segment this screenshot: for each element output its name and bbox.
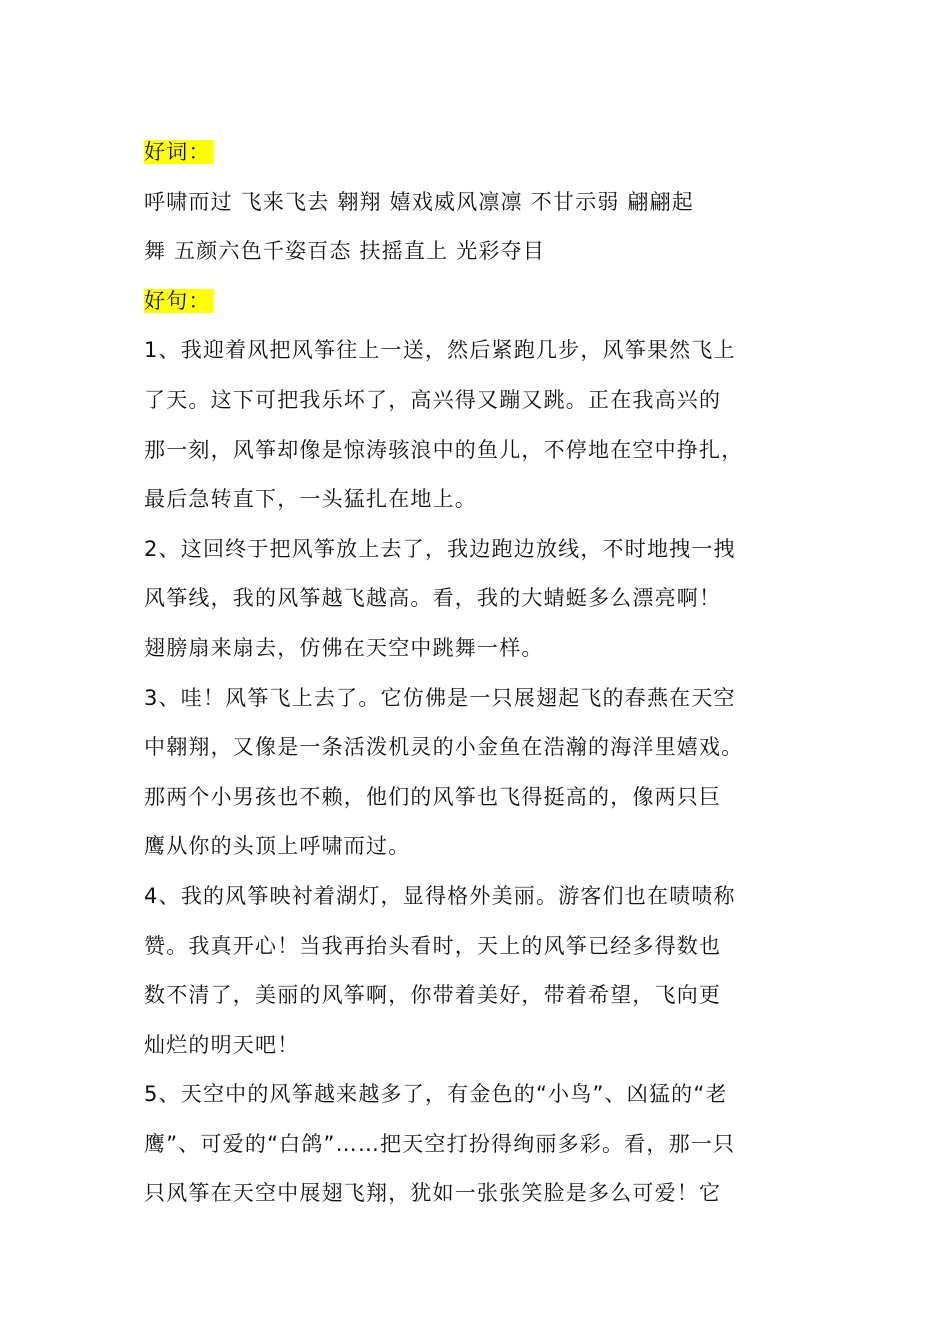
words-line: 舞 五颜六色千姿百态 扶摇直上 光彩夺目 (144, 239, 546, 264)
sentence-line: 只风筝在天空中展翅飞翔，犹如一张张笑脸是多么可爱！它 (144, 1181, 722, 1206)
sentence-line: 最后急转直下，一头猛扎在地上。 (144, 487, 477, 512)
sentence-line: 赞。我真开心！当我再抬头看时，天上的风筝已经多得数也 (144, 933, 722, 958)
sentence-line: 4、我的风筝映衬着湖灯，显得格外美丽。游客们也在啧啧称 (144, 883, 736, 908)
words-line: 呼啸而过 飞来飞去 翱翔 嬉戏威风凛凛 不甘示弱 翩翩起 (144, 189, 694, 214)
heading-sentences: 好句： (144, 288, 211, 313)
sentence-line: 风筝线，我的风筝越飞越高。看，我的大蜻蜓多么漂亮啊！ (144, 586, 722, 611)
sentence-line: 了天。这下可把我乐坏了，高兴得又蹦又跳。正在我高兴的 (144, 387, 722, 412)
sentence-line: 翅膀扇来扇去，仿佛在天空中跳舞一样。 (144, 635, 544, 660)
sentence-line: 鹰从你的头顶上呼啸而过。 (144, 834, 411, 859)
sentence-line: 3、哇！风筝飞上去了。它仿佛是一只展翅起飞的春燕在天空 (144, 685, 736, 710)
sentence-line: 数不清了，美丽的风筝啊，你带着美好，带着希望，飞向更 (144, 983, 722, 1008)
sentence-line: 1、我迎着风把风筝往上一送，然后紧跑几步，风筝果然飞上 (144, 338, 736, 363)
heading-sentences-line (144, 277, 834, 327)
document-body (144, 128, 834, 1219)
sentence-line: 鹰”、可爱的“白鸽”……把天空打扮得绚丽多彩。看，那一只 (144, 1131, 736, 1156)
heading-words-line (144, 128, 834, 178)
heading-words: 好词： (144, 140, 211, 164)
sentence-line: 2、这回终于把风筝放上去了，我边跑边放线，不时地拽一拽 (144, 536, 736, 561)
sentence-line: 灿烂的明天吧！ (144, 1032, 300, 1057)
sentence-line: 那两个小男孩也不赖，他们的风筝也飞得挺高的，像两只巨 (144, 784, 722, 809)
sentence-line: 中翱翔，又像是一条活泼机灵的小金鱼在浩瀚的海洋里嬉戏。 (144, 735, 744, 760)
sentence-line: 那一刻，风筝却像是惊涛骇浪中的鱼儿，不停地在空中挣扎， (144, 437, 744, 462)
sentence-line: 5、天空中的风筝越来越多了，有金色的“小鸟”、凶猛的“老 (144, 1082, 728, 1107)
